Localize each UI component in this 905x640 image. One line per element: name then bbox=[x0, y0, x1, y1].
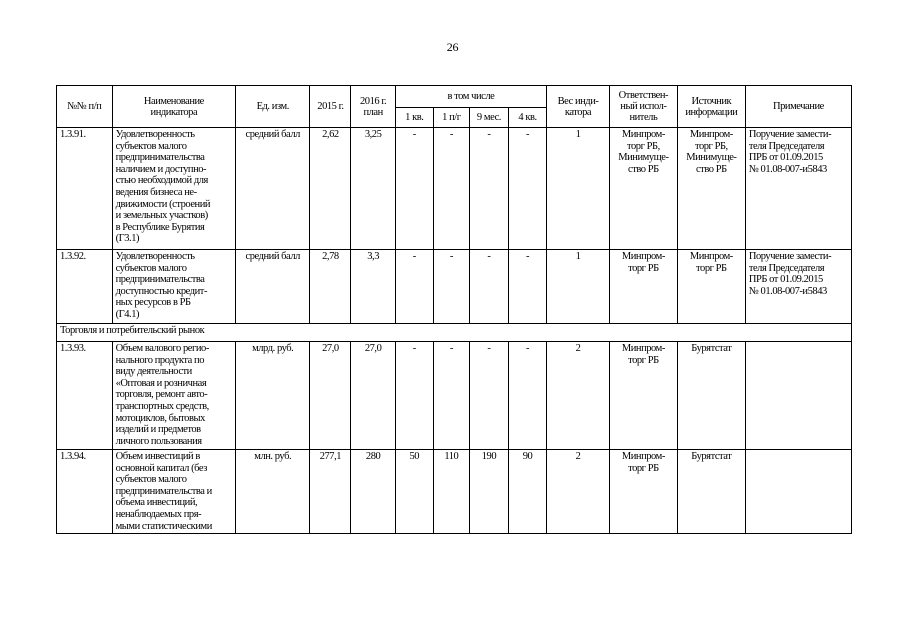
cell-responsible: Минпром- торг РБ bbox=[609, 250, 677, 324]
cell-q1: 50 bbox=[395, 450, 433, 534]
header-num: №№ п/п bbox=[57, 86, 113, 128]
header-weight: Вес инди- катора bbox=[547, 86, 610, 128]
cell-note bbox=[745, 342, 851, 450]
cell-h1: - bbox=[433, 342, 469, 450]
cell-weight: 1 bbox=[547, 250, 610, 324]
cell-responsible: Минпром- торг РБ, Минимуще- ство РБ bbox=[609, 128, 677, 250]
cell-num: 1.3.91. bbox=[57, 128, 113, 250]
cell-indicator: Удовлетворенность субъектов малого предпринимательства наличием и доступно- стью необходимой для ведения бизнеса не- движимости (строений и земельных участков) в Республике Бурятия (Г3.1) bbox=[112, 128, 236, 250]
header-row-top bbox=[57, 86, 852, 108]
cell-2016: 27,0 bbox=[351, 342, 395, 450]
cell-9m: 190 bbox=[469, 450, 508, 534]
cell-q4: 90 bbox=[509, 450, 547, 534]
cell-q4: - bbox=[509, 128, 547, 250]
header-h1: 1 п/г bbox=[433, 108, 469, 128]
cell-note: Поручение замести- теля Председателя ПРБ от 01.09.2015 № 01.08-007-и5843 bbox=[745, 250, 851, 324]
cell-weight: 1 bbox=[547, 128, 610, 250]
header-2016-plan: 2016 г. план bbox=[351, 86, 395, 128]
cell-weight: 2 bbox=[547, 342, 610, 450]
header-responsible: Ответствен- ный испол- нитель bbox=[609, 86, 677, 128]
cell-q1: - bbox=[395, 250, 433, 324]
cell-q4: - bbox=[509, 342, 547, 450]
header-q4: 4 кв. bbox=[509, 108, 547, 128]
cell-indicator: Объем валового регио- нального продукта по виду деятельности «Оптовая и розничная торговля, ремонт авто- транспортных средств, мотоциклов, бытовых изделий и предметов личного пользования bbox=[112, 342, 236, 450]
table-row bbox=[57, 250, 852, 324]
header-unit: Ед. изм. bbox=[236, 86, 310, 128]
cell-unit: млрд. руб. bbox=[236, 342, 310, 450]
cell-h1: 110 bbox=[433, 450, 469, 534]
cell-source: Минпром- торг РБ bbox=[677, 250, 745, 324]
cell-2016: 280 bbox=[351, 450, 395, 534]
table-row bbox=[57, 450, 852, 534]
cell-h1: - bbox=[433, 128, 469, 250]
cell-source: Бурятстат bbox=[677, 342, 745, 450]
cell-q1: - bbox=[395, 342, 433, 450]
cell-2016: 3,25 bbox=[351, 128, 395, 250]
cell-indicator: Удовлетворенность субъектов малого предпринимательства доступностью кредит- ных ресурсов в РБ (Г4.1) bbox=[112, 250, 236, 324]
cell-source: Бурятстат bbox=[677, 450, 745, 534]
cell-unit: средний балл bbox=[236, 250, 310, 324]
cell-2015: 27,0 bbox=[310, 342, 351, 450]
cell-9m: - bbox=[469, 128, 508, 250]
cell-source: Минпром- торг РБ, Минимуще- ство РБ bbox=[677, 128, 745, 250]
header-including: в том числе bbox=[395, 86, 546, 108]
cell-2015: 277,1 bbox=[310, 450, 351, 534]
cell-note: Поручение замести- теля Председателя ПРБ от 01.09.2015 № 01.08-007-и5843 bbox=[745, 128, 851, 250]
cell-q1: - bbox=[395, 128, 433, 250]
cell-2015: 2,62 bbox=[310, 128, 351, 250]
page-number: 26 bbox=[446, 40, 459, 54]
cell-2015: 2,78 bbox=[310, 250, 351, 324]
section-title: Торговля и потребительский рынок bbox=[57, 324, 852, 342]
cell-num: 1.3.93. bbox=[57, 342, 113, 450]
cell-num: 1.3.92. bbox=[57, 250, 113, 324]
cell-q4: - bbox=[509, 250, 547, 324]
cell-h1: - bbox=[433, 250, 469, 324]
header-indicator-name: Наименование индикатора bbox=[112, 86, 236, 128]
cell-note bbox=[745, 450, 851, 534]
cell-responsible: Минпром- торг РБ bbox=[609, 342, 677, 450]
header-2015: 2015 г. bbox=[310, 86, 351, 128]
header-q1: 1 кв. bbox=[395, 108, 433, 128]
cell-weight: 2 bbox=[547, 450, 610, 534]
header-source: Источник информации bbox=[677, 86, 745, 128]
cell-9m: - bbox=[469, 250, 508, 324]
cell-unit: средний балл bbox=[236, 128, 310, 250]
indicators-table bbox=[56, 85, 852, 534]
cell-2016: 3,3 bbox=[351, 250, 395, 324]
header-note: Примечание bbox=[745, 86, 851, 128]
section-row bbox=[57, 324, 852, 342]
cell-unit: млн. руб. bbox=[236, 450, 310, 534]
cell-responsible: Минпром- торг РБ bbox=[609, 450, 677, 534]
cell-9m: - bbox=[469, 342, 508, 450]
table-row bbox=[57, 128, 852, 250]
header-9m: 9 мес. bbox=[469, 108, 508, 128]
cell-num: 1.3.94. bbox=[57, 450, 113, 534]
table-row bbox=[57, 342, 852, 450]
cell-indicator: Объем инвестиций в основной капитал (без субъектов малого предпринимательства и объема инвестиций, ненаблюдаемых пря- мыми статистическими bbox=[112, 450, 236, 534]
